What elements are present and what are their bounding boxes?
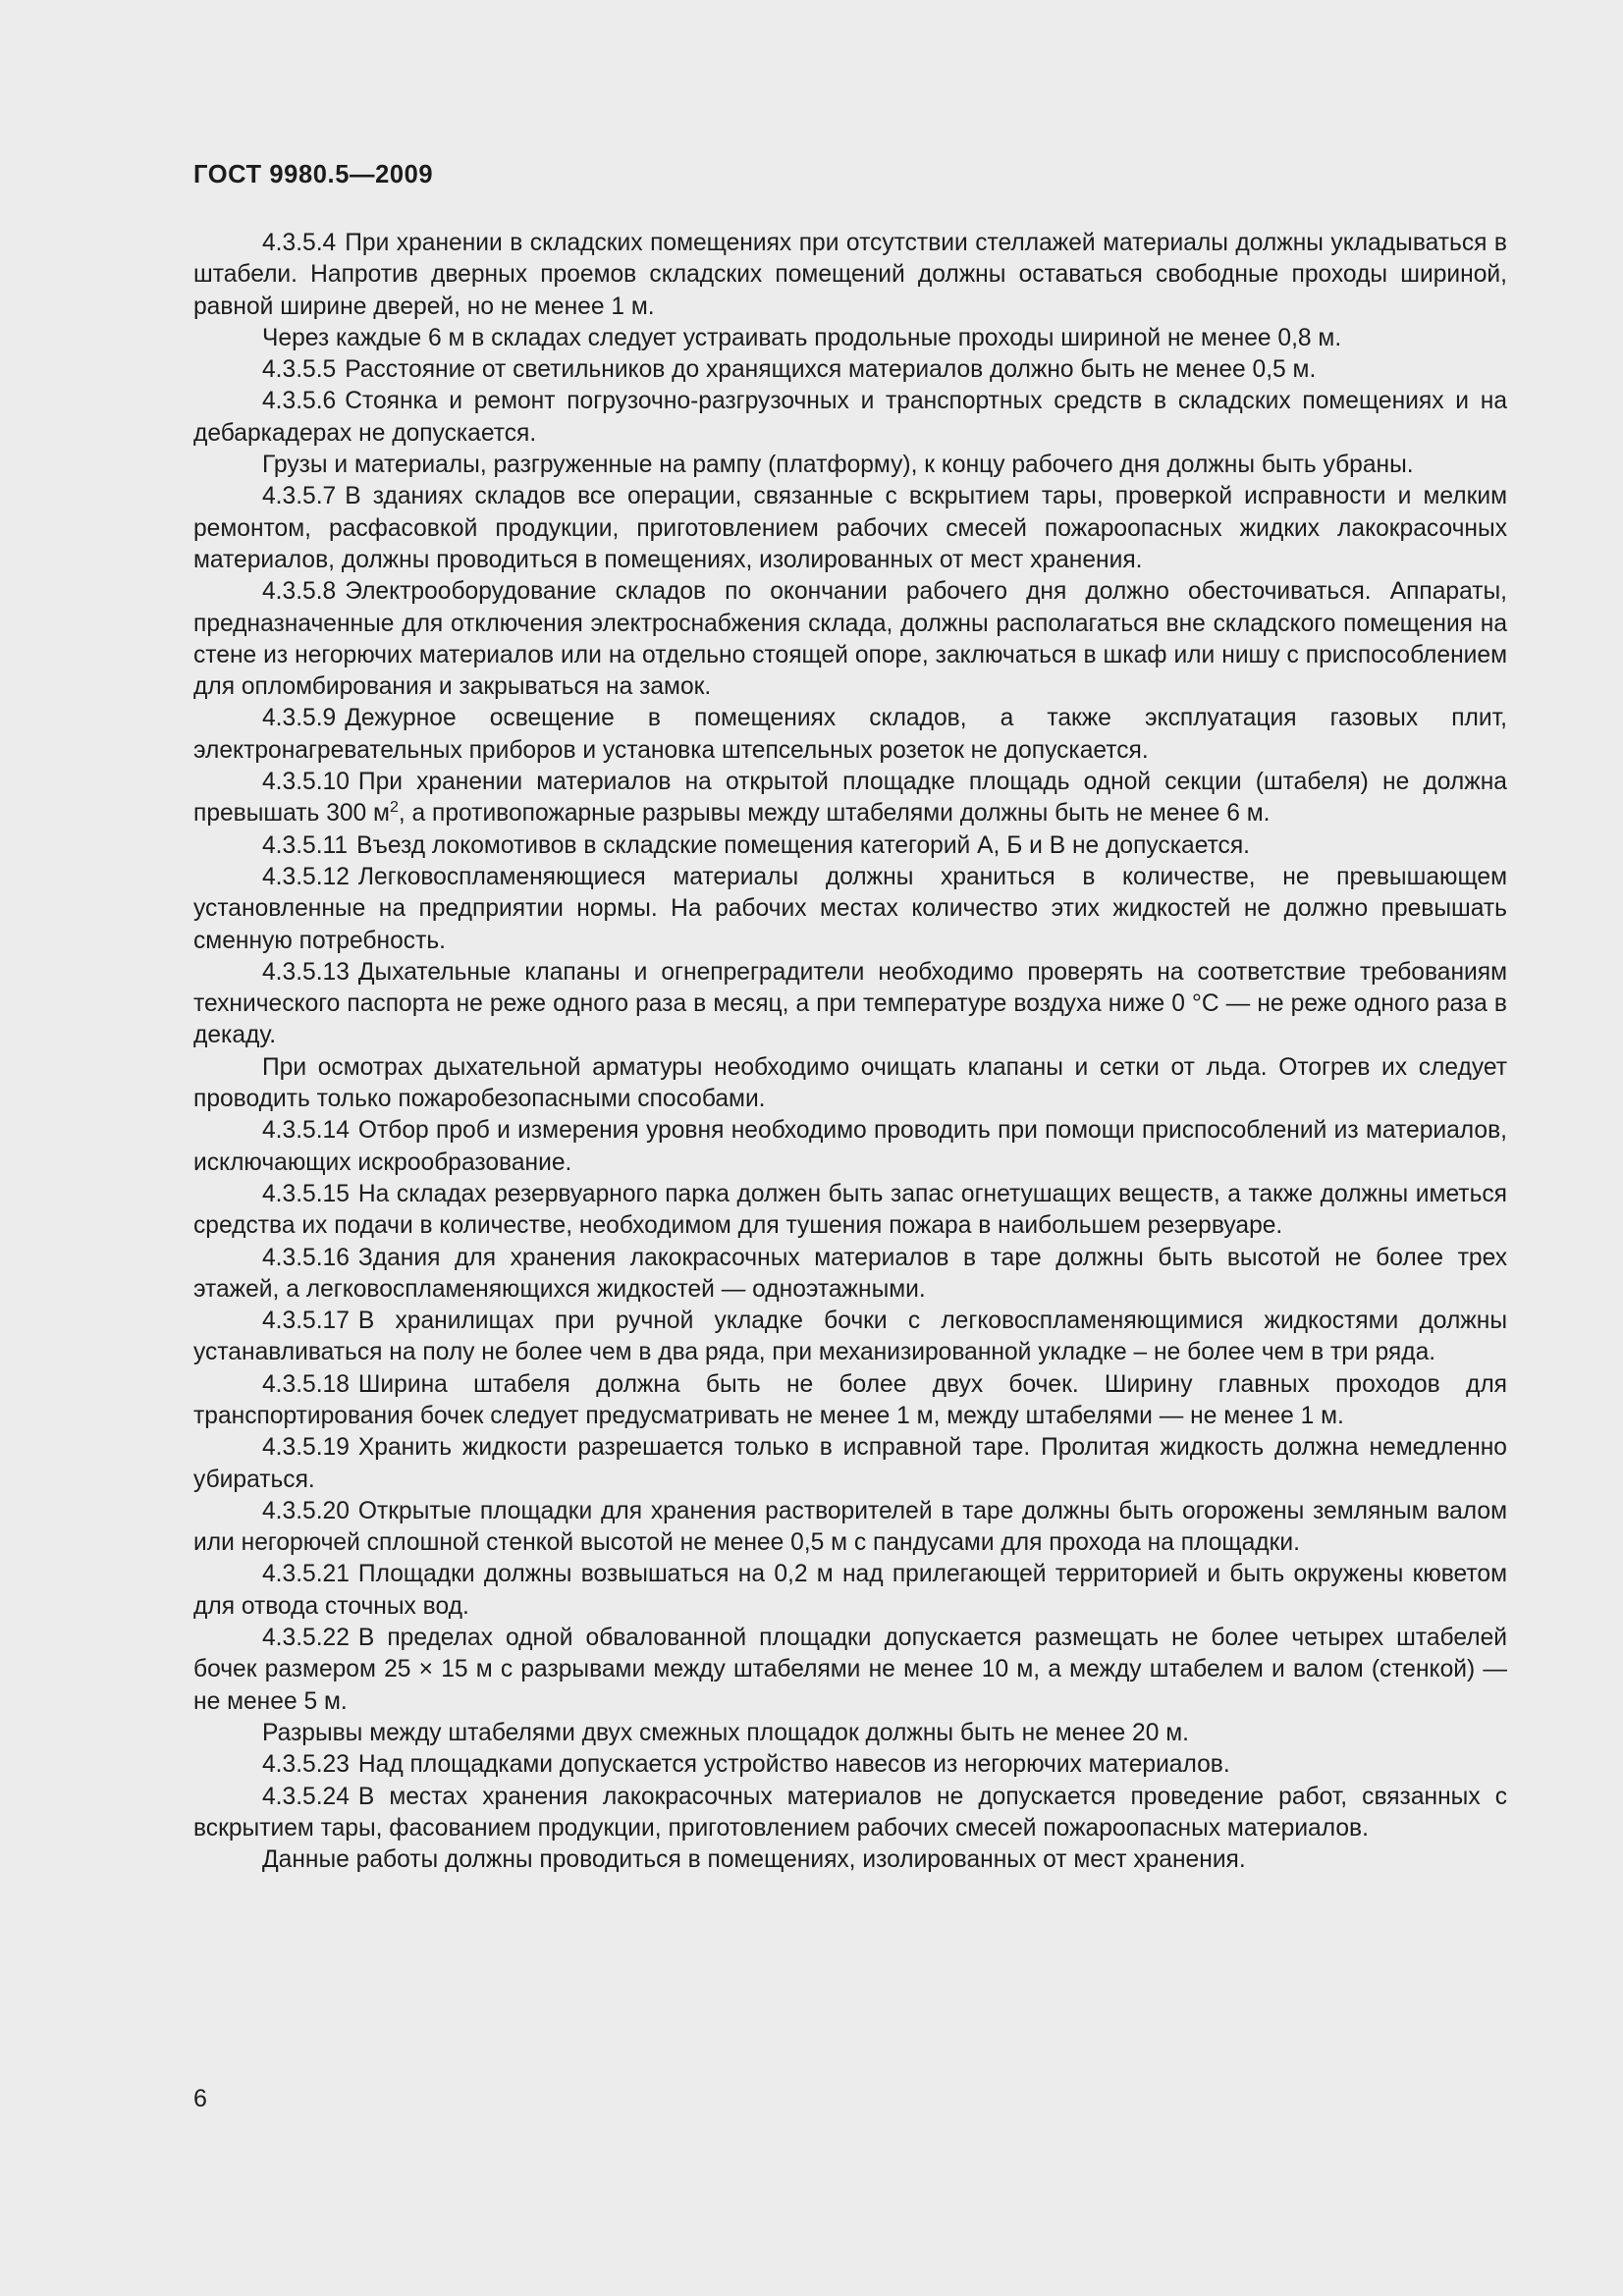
paragraph-text: Здания для хранения лакокрасочных материалов в таре должны быть высотой не более трех этажей, а легковоспламеняющихся жидкостей — одноэтажными. [193, 1244, 1507, 1303]
paragraph [193, 1844, 1507, 1876]
paragraph-number: 4.3.5.17 [262, 1308, 350, 1335]
paragraph [193, 1052, 1507, 1116]
paragraph [193, 1559, 1507, 1623]
paragraph-text: При хранении в складских помещениях при отсутствии стеллажей материалы должны укладываться в штабели. Напротив дверных проемов складских помещений должны оставаться свободные проходы шириной, равной ширине дверей, но не менее 1 м. [193, 230, 1507, 320]
paragraph-number: 4.3.5.15 [262, 1180, 350, 1207]
paragraph [193, 1115, 1507, 1179]
paragraph [193, 1179, 1507, 1243]
paragraph-number: 4.3.5.5 [262, 356, 337, 384]
paragraph [193, 862, 1507, 957]
paragraph-text: В хранилищах при ручной укладке бочки с легковоспламеняющимися жидкостями должны устанавливаться на полу не более чем в два ряда, при механизированной укладке – не более чем в три ряда. [193, 1308, 1507, 1366]
paragraph-text: Дежурное освещение в помещениях складов, а также эксплуатация газовых плит, электронагревательных приборов и установка штепсельных розеток не допускается. [193, 705, 1507, 764]
page-number: 6 [193, 2085, 207, 2112]
paragraph-text: Расстояние от светильников до хранящихся материалов должно быть не менее 0,5 м. [345, 356, 1317, 384]
paragraph [193, 576, 1507, 703]
paragraph-text: Отбор проб и измерения уровня необходимо проводить при помощи приспособлений из материалов, исключающих искрообразование. [193, 1117, 1507, 1176]
paragraph-number: 4.3.5.13 [262, 958, 350, 986]
paragraph-number: 4.3.5.19 [262, 1434, 350, 1462]
document-body [193, 228, 1507, 1876]
paragraph-number: 4.3.5.20 [262, 1497, 350, 1524]
paragraph-text: Хранить жидкости разрешается только в исправной таре. Пролитая жидкость должна немедленно убираться. [193, 1434, 1507, 1493]
paragraph-number: 4.3.5.8 [262, 578, 337, 606]
paragraph [193, 386, 1507, 450]
paragraph [193, 767, 1507, 830]
paragraph [193, 1369, 1507, 1433]
paragraph-text: Грузы и материалы, разгруженные на рампу (платформу), к концу рабочего дня должны быть убраны. [262, 452, 1414, 479]
superscript: 2 [389, 799, 399, 817]
paragraph-number: 4.3.5.21 [262, 1561, 350, 1588]
paragraph [193, 1718, 1507, 1749]
paragraph [193, 830, 1507, 862]
paragraph-text: В зданиях складов все операции, связанные с вскрытием тары, проверкой исправности и мелким ремонтом, расфасовкой продукции, приготовлением рабочих смесей пожароопасных жидких лакокрасочных материалов, должны проводиться в помещениях, изолированных от мест хранения. [193, 483, 1507, 573]
paragraph [193, 450, 1507, 481]
paragraph-text-tail: , а противопожарные разрывы между штабелями должны быть не менее 6 м. [398, 800, 1271, 828]
paragraph [193, 354, 1507, 386]
paragraph [193, 957, 1507, 1052]
paragraph-text: Разрывы между штабелями двух смежных площадок должны быть не менее 20 м. [262, 1719, 1189, 1746]
paragraph-number: 4.3.5.18 [262, 1370, 350, 1398]
paragraph-number: 4.3.5.9 [262, 705, 337, 732]
paragraph-text: Данные работы должны проводиться в помещениях, изолированных от мест хранения. [262, 1846, 1246, 1874]
paragraph-number: 4.3.5.14 [262, 1117, 350, 1145]
document-header: ГОСТ 9980.5—2009 [193, 161, 434, 188]
paragraph-text: Ширина штабеля должна быть не более двух бочек. Ширину главных проходов для транспортирования бочек следует предусматривать не менее 1 м, между штабелями — не менее 1 м. [193, 1370, 1507, 1429]
paragraph-number: 4.3.5.7 [262, 483, 337, 510]
paragraph-text: Въезд локомотивов в складские помещения категорий А, Б и В не допускается. [356, 831, 1251, 859]
paragraph-text: Стоянка и ремонт погрузочно-разгрузочных и транспортных средств в складских помещениях и на дебаркадерах не допускается. [193, 388, 1507, 447]
paragraph [193, 703, 1507, 767]
paragraph-text: Над площадками допускается устройство навесов из негорючих материалов. [357, 1751, 1230, 1779]
paragraph [193, 1749, 1507, 1781]
paragraph [193, 1782, 1507, 1845]
paragraph-text: В местах хранения лакокрасочных материалов не допускается проведение работ, связанных с вскрытием тары, фасованием продукции, приготовлением рабочих смесей пожароопасных материалов. [193, 1783, 1507, 1842]
paragraph-number: 4.3.5.12 [262, 863, 350, 890]
paragraph-number: 4.3.5.4 [262, 230, 337, 256]
paragraph-number: 4.3.5.11 [262, 831, 349, 859]
paragraph-number: 4.3.5.23 [262, 1751, 350, 1779]
paragraph [193, 1623, 1507, 1718]
paragraph-number: 4.3.5.24 [262, 1783, 350, 1810]
paragraph [193, 1306, 1507, 1369]
paragraph-text: Открытые площадки для хранения растворителей в таре должны быть огорожены земляным валом или негорючей сплошной стенкой высотой не менее 0,5 м с пандусами для прохода на площадки. [193, 1497, 1507, 1557]
paragraph-text: Через каждые 6 м в складах следует устраивать продольные проходы шириной не менее 0,8 м. [262, 324, 1342, 351]
paragraph-number: 4.3.5.10 [262, 769, 350, 796]
paragraph-text: Площадки должны возвышаться на 0,2 м над прилегающей территорией и быть окружены кюветом для отвода сточных вод. [193, 1561, 1507, 1620]
paragraph-number: 4.3.5.6 [262, 388, 337, 415]
paragraph-number: 4.3.5.16 [262, 1244, 350, 1271]
paragraph-text: При хранении материалов на открытой площадке площадь одной секции (штабеля) не должна превышать 300 м [193, 769, 1507, 828]
paragraph-text: Электрооборудование складов по окончании рабочего дня должно обесточиваться. Аппараты, предназначенные для отключения электроснабжения склада, должны располагаться вне складского помещения на стене из негорючих материалов или на отдельно стоящей опоре, заключаться в шкаф или нишу с приспособлением для опломбирования и закрываться на замок. [193, 578, 1507, 701]
paragraph [193, 228, 1507, 323]
paragraph [193, 481, 1507, 576]
paragraph-text: На складах резервуарного парка должен быть запас огнетушащих веществ, а также должны иметься средства их подачи в количестве, необходимом для тушения пожара в наибольшем резервуаре. [193, 1180, 1507, 1240]
paragraph-text: В пределах одной обвалованной площадки допускается размещать не более четырех штабелей бочек размером 25 × 15 м с разрывами между штабелями не менее 10 м, а между штабелем и валом (стенкой) — не менее 5 м. [193, 1625, 1507, 1715]
paragraph-text: При осмотрах дыхательной арматуры необходимо очищать клапаны и сетки от льда. Отогрев их следует проводить только пожаробезопасными способами. [193, 1053, 1507, 1113]
paragraph-text: Дыхательные клапаны и огнепреградители необходимо проверять на соответствие требованиям технического паспорта не реже одного раза в месяц, а при температуре воздуха ниже 0 °С — не реже одного раза в декаду. [193, 958, 1507, 1049]
paragraph [193, 1496, 1507, 1560]
paragraph-text: Легковоспламеняющиеся материалы должны храниться в количестве, не превышающем установленные на предприятии нормы. На рабочих местах количество этих жидкостей не должно превышать сменную потребность. [193, 863, 1507, 954]
paragraph-number: 4.3.5.22 [262, 1625, 350, 1652]
paragraph [193, 323, 1507, 354]
paragraph [193, 1243, 1507, 1307]
paragraph [193, 1432, 1507, 1496]
